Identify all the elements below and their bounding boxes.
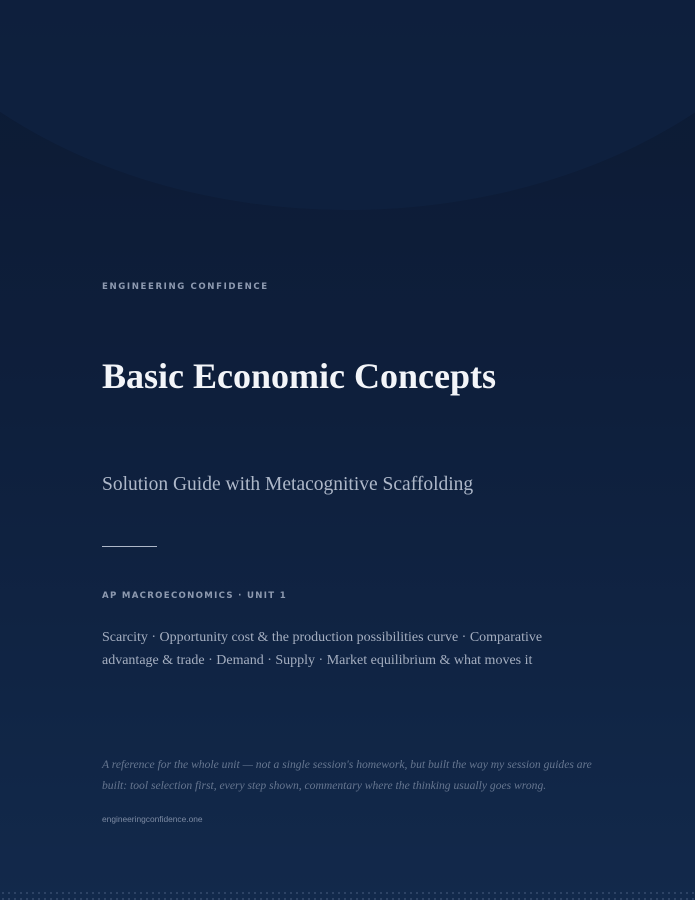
document-title: Basic Economic Concepts: [102, 356, 496, 396]
course-unit-label: AP MACROECONOMICS · UNIT 1: [102, 591, 288, 601]
website-link[interactable]: engineeringconfidence.one: [102, 814, 203, 824]
background-arc: [0, 0, 695, 210]
reference-note: A reference for the whole unit — not a single session's homework, but built the way my session guides are built: tool selection first, every step shown, commentary where the thinking usually goes wrong.: [102, 758, 592, 792]
divider: [102, 546, 157, 547]
brand-label: ENGINEERING CONFIDENCE: [102, 282, 269, 292]
topics-list: Scarcity · Opportunity cost & the production possibilities curve · Comparative advantage & trade · Demand · Supply · Market equilibrium & what moves it: [102, 630, 543, 668]
dotted-footer-strip: [0, 890, 695, 900]
document-subtitle: Solution Guide with Metacognitive Scaffolding: [102, 474, 474, 495]
